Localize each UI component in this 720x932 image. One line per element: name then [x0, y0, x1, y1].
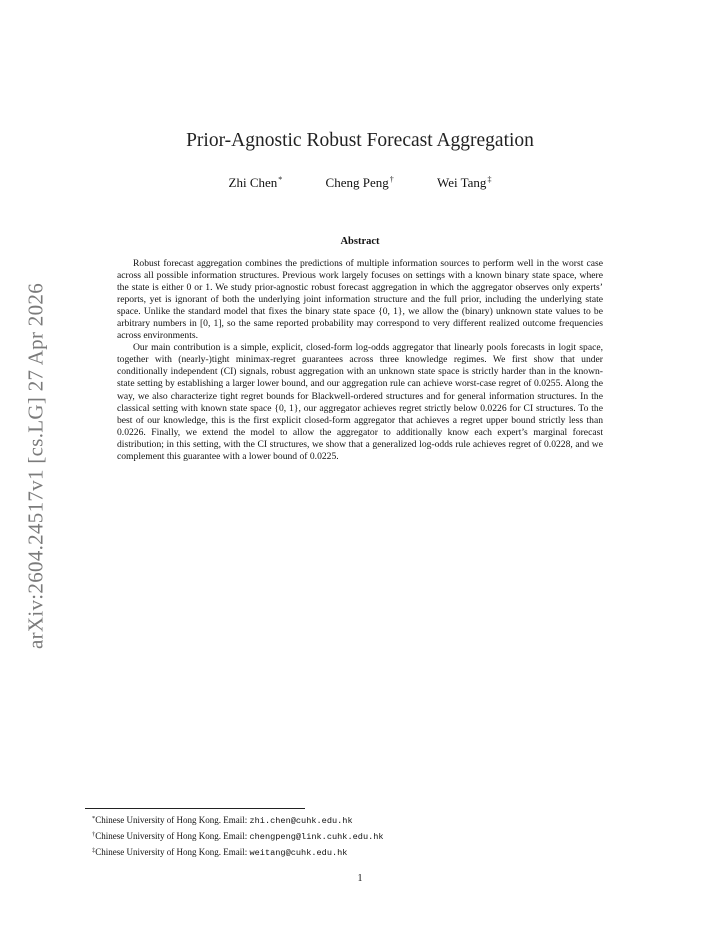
- author: [437, 175, 491, 191]
- author-name: Cheng Peng: [325, 175, 389, 190]
- footnote-rule: [85, 808, 305, 809]
- footnote-mark: †: [92, 831, 96, 838]
- abstract-paragraph: Robust forecast aggregation combines the predictions of multiple information sources to perform well in the worst case across all possible information structures. Previous work largely focuses on settings with a known binary state space, where the state is either 0 or 1. We study prior-agnostic robust forecast aggregation in which the aggregator observes only experts’ reports, yet is ignorant of both the underlying joint information structure and the full prior, including the underlying state space. Unlike the standard model that fixes the binary state space {0, 1}, we allow the (binary) unknown state values to be arbitrary numbers in [0, 1], so the same reported probability may correspond to very different realized outcome frequencies across environments.: [117, 258, 603, 342]
- author-list: [0, 175, 720, 191]
- footnote: [92, 812, 384, 828]
- footnote-mark: ‡: [92, 847, 96, 854]
- abstract-paragraph: Our main contribution is a simple, explicit, closed-form log-odds aggregator that linearly pools forecasts in logit space, together with (nearly-)tight minimax-regret guarantees across three knowledge regimes. We first show that under conditionally independent (CI) signals, robust aggregation with an unknown state space is strictly harder than in the known-state setting by establishing a larger lower bound, and our aggregation rule can achieve worst-case regret of 0.0255. Along the way, we also characterize tight regret bounds for Blackwell-ordered structures and for general information structures. In the classical setting with known state space {0, 1}, our aggregator achieves regret strictly below 0.0226 for CI structures. To the best of our knowledge, this is the first explicit closed-form aggregator that achieves a regret upper bound strictly less than 0.0226. Finally, we extend the model to allow the aggregator to additionally know each expert’s marginal forecast distribution; in this setting, with the CI structures, we show that a generalized log-odds rule achieves regret of 0.0228, and we complement this guarantee with a lower bound of 0.0225.: [117, 342, 603, 462]
- page-number: 1: [357, 873, 363, 884]
- arxiv-side-stamp: arXiv:2604.24517v1 [cs.LG] 27 Apr 2026: [23, 282, 48, 650]
- email-link[interactable]: chengpeng@link.cuhk.edu.hk: [249, 832, 384, 842]
- footnote-mark: *: [92, 815, 96, 822]
- author: [326, 175, 394, 191]
- footnote: [92, 844, 384, 860]
- footnote: [92, 828, 384, 844]
- author-footnote-mark: *: [278, 175, 283, 184]
- email-link[interactable]: weitang@cuhk.edu.hk: [249, 848, 348, 858]
- author-footnote-mark: †: [389, 175, 394, 184]
- footnote-text: Chinese University of Hong Kong. Email:: [95, 815, 250, 825]
- footnote-text: Chinese University of Hong Kong. Email:: [95, 847, 250, 857]
- abstract-heading: Abstract: [340, 236, 380, 247]
- paper-title: Prior-Agnostic Robust Forecast Aggregation: [186, 130, 534, 151]
- abstract-body: [117, 258, 603, 463]
- author-footnote-mark: ‡: [487, 175, 492, 184]
- footnote-text: Chinese University of Hong Kong. Email:: [95, 831, 250, 841]
- author: [229, 175, 283, 191]
- footnotes: [92, 812, 384, 860]
- email-link[interactable]: zhi.chen@cuhk.edu.hk: [249, 816, 353, 826]
- author-name: Wei Tang: [437, 175, 487, 190]
- author-name: Zhi Chen: [228, 175, 278, 190]
